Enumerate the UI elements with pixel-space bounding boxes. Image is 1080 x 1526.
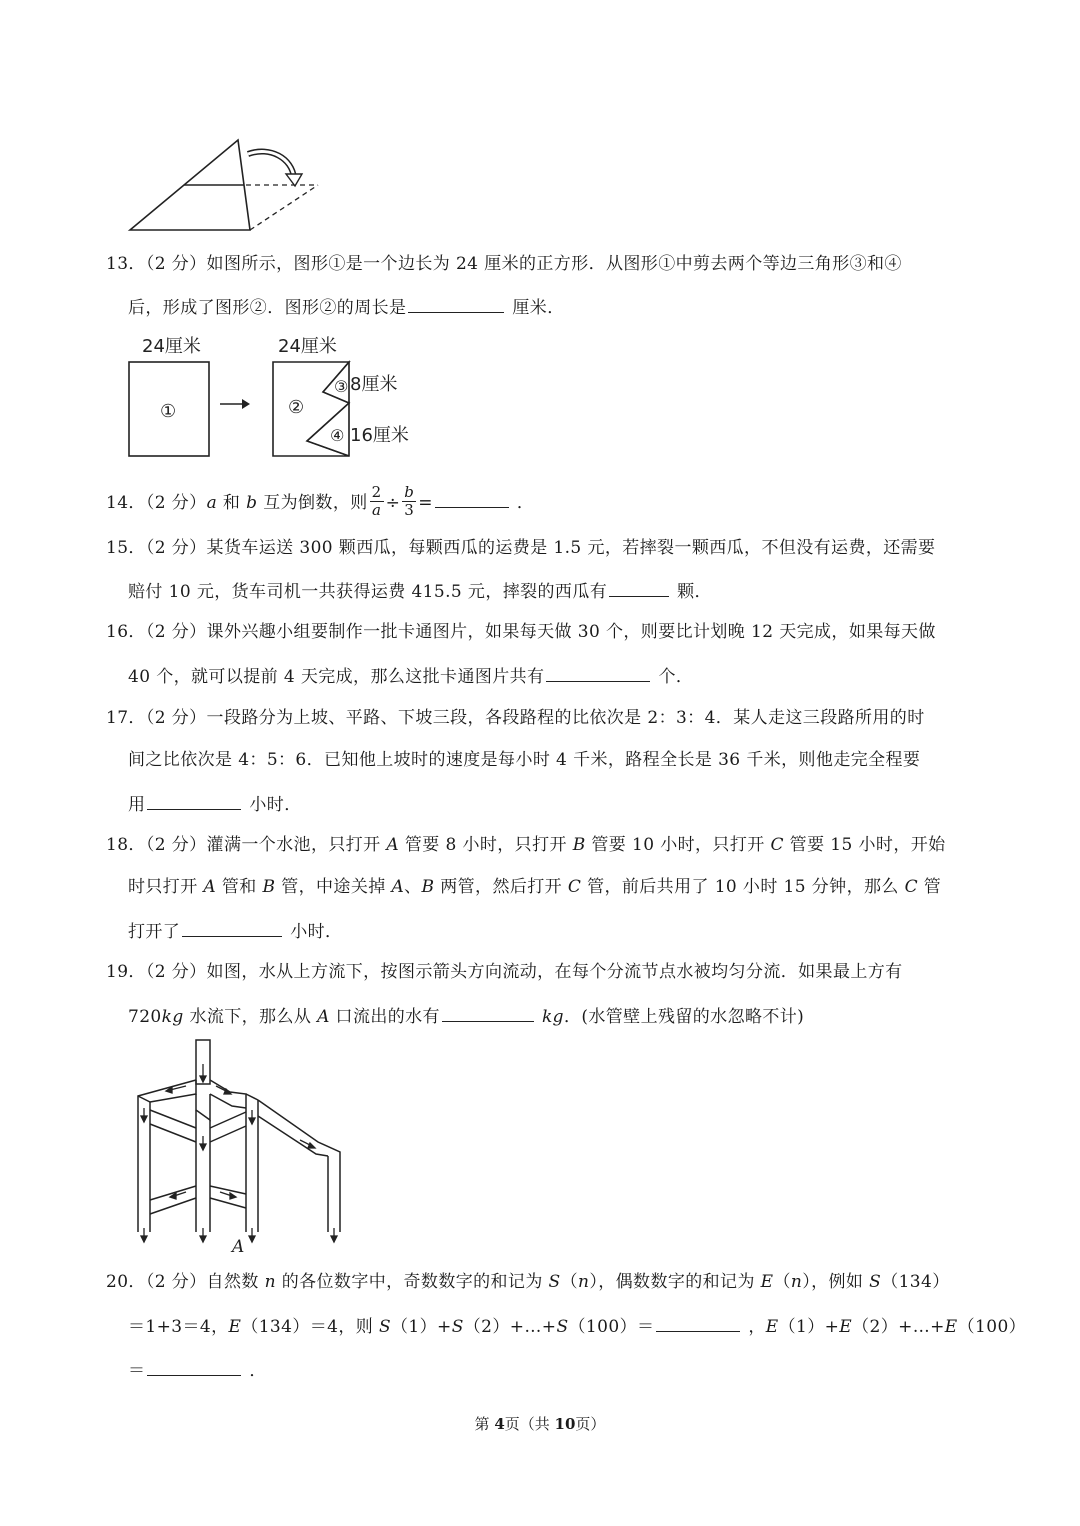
frac2-num: b bbox=[404, 483, 415, 501]
q20-t11: （2）+…+ bbox=[463, 1317, 557, 1337]
footer-b: 页（共 bbox=[504, 1415, 555, 1433]
q18-t9: 两管，然后打开 bbox=[434, 877, 568, 897]
q16-answer-blank[interactable] bbox=[546, 663, 650, 682]
q20-answer-blank-1[interactable] bbox=[656, 1313, 740, 1332]
q13-text-a: 后，形成了图形②．图形②的周长是 bbox=[128, 298, 407, 318]
q20-s3: S bbox=[378, 1317, 392, 1337]
q18-var-a: A bbox=[386, 835, 400, 855]
q14-answer-blank[interactable] bbox=[435, 489, 509, 508]
q16-text-a: 40 个，就可以提前 4 天完成，那么这批卡通图片共有 bbox=[128, 667, 545, 687]
q20-answer-blank-2[interactable] bbox=[147, 1357, 241, 1376]
q18-t10: 管，前后共用了 10 小时 15 分钟，那么 bbox=[581, 877, 905, 897]
q13-circle-4: ④ bbox=[330, 426, 345, 445]
q18-line3 bbox=[128, 918, 342, 944]
q18-t4: 管要 15 小时，开始 bbox=[783, 835, 946, 855]
q14-fraction-1 bbox=[370, 484, 384, 519]
q20-t8: ＝1+3＝4， bbox=[128, 1317, 229, 1337]
q13-line1: 13．（2 分）如图所示，图形①是一个边长为 24 厘米的正方形．从图形①中剪去两个等边三角形③和④ bbox=[106, 254, 902, 274]
frac2-den: 3 bbox=[404, 501, 415, 519]
q15-line1: 15．（2 分）某货车运送 300 颗西瓜，每颗西瓜的运费是 1.5 元，若摔裂一颗西瓜，不但没有运费，还需要 bbox=[106, 538, 936, 558]
q19-fig-label-a: A bbox=[232, 1237, 245, 1257]
q20-line3 bbox=[128, 1357, 267, 1383]
q18-var-c2: C bbox=[567, 877, 582, 897]
q18-t7: 管，中途关掉 bbox=[275, 877, 392, 897]
q20-line1 bbox=[106, 1270, 950, 1294]
q19-720: 720 bbox=[128, 1007, 162, 1027]
q18-var-c: C bbox=[770, 835, 784, 855]
arrow-head-icon bbox=[242, 399, 250, 409]
q18-line2 bbox=[128, 875, 941, 899]
q18-t5: 时只打开 bbox=[128, 877, 204, 897]
q20-t17: ＝ bbox=[128, 1361, 146, 1381]
q19-kg: kg bbox=[161, 1007, 184, 1027]
q20-e: E bbox=[760, 1272, 774, 1292]
q20-t9: （134）＝4，则 bbox=[241, 1317, 379, 1337]
q20-t13: ， bbox=[748, 1317, 766, 1337]
q17-text-b: 小时． bbox=[249, 795, 302, 815]
q18-t1: 18．（2 分）灌满一个水池，只打开 bbox=[106, 835, 387, 855]
q20-e2: E bbox=[228, 1317, 242, 1337]
q16-line1: 16．（2 分）课外兴趣小组要制作一批卡通图片，如果每天做 30 个，则要比计划晚 12 天完成，如果每天做 bbox=[106, 622, 936, 642]
q18-line1 bbox=[106, 833, 946, 857]
total-pages: 10 bbox=[554, 1415, 576, 1433]
q18-var-c3: C bbox=[904, 877, 918, 897]
q20-line2 bbox=[128, 1313, 1026, 1339]
q19-t3: 口流出的水有 bbox=[329, 1007, 440, 1027]
q13-label-8: 8厘米 bbox=[350, 374, 398, 395]
q14-suffix: 互为倒数，则 bbox=[257, 493, 368, 513]
q14-prefix: 14．（2 分） bbox=[106, 493, 207, 513]
page-footer bbox=[0, 1413, 1080, 1434]
q18-t11: 管 bbox=[918, 877, 942, 897]
q15-text-a: 赔付 10 元，货车司机一共获得运费 415.5 元，摔裂的西瓜有 bbox=[128, 582, 608, 602]
q20-t1: 20．（2 分）自然数 bbox=[106, 1272, 265, 1292]
q20-n3: n bbox=[790, 1272, 803, 1292]
q20-t10: （1）+ bbox=[391, 1317, 452, 1337]
q20-e5: E bbox=[944, 1317, 958, 1337]
q14-var-a: a bbox=[206, 493, 218, 513]
q15-answer-blank[interactable] bbox=[609, 578, 669, 597]
q19-answer-blank[interactable] bbox=[442, 1003, 534, 1022]
q17-answer-blank[interactable] bbox=[147, 791, 241, 810]
q20-e4: E bbox=[839, 1317, 853, 1337]
frac1-num: 2 bbox=[371, 483, 382, 501]
q18-var-b2: B bbox=[262, 877, 276, 897]
q17-line3 bbox=[128, 791, 302, 817]
q15-line2 bbox=[128, 578, 712, 604]
footer-a: 第 bbox=[474, 1415, 495, 1433]
q20-n: n bbox=[264, 1272, 276, 1292]
q14-var-b: b bbox=[246, 493, 258, 513]
q20-t18: ． bbox=[249, 1361, 267, 1381]
q19-line2 bbox=[128, 1003, 804, 1029]
q13-label-16: 16厘米 bbox=[350, 425, 409, 446]
q15-text-b: 颗． bbox=[677, 582, 712, 602]
q14-fraction-2 bbox=[402, 484, 416, 519]
q20-s: S bbox=[548, 1272, 561, 1292]
q13-circle-1: ① bbox=[160, 401, 177, 422]
q18-var-b: B bbox=[572, 835, 586, 855]
q13-label-right-24: 24厘米 bbox=[278, 336, 337, 357]
footer-c: 页） bbox=[575, 1415, 606, 1433]
q18-t8: 、 bbox=[404, 877, 422, 897]
q18-var-a2: A bbox=[203, 877, 217, 897]
q19-t4: ．(水管壁上残留的水忽略不计) bbox=[563, 1007, 805, 1027]
q20-n2: n bbox=[577, 1272, 590, 1292]
q20-t12: （100）＝ bbox=[568, 1317, 655, 1337]
q13-figure bbox=[120, 330, 450, 462]
q13-circle-3: ③ bbox=[334, 377, 349, 396]
page-number: 4 bbox=[494, 1415, 505, 1433]
q16-text-b: 个． bbox=[658, 667, 694, 687]
q19-line1: 19．（2 分）如图，水从上方流下，按图示箭头方向流动，在每个分流节点水被均匀分流．如果最上方有 bbox=[106, 962, 903, 982]
q18-var-a3: A bbox=[391, 877, 405, 897]
q17-line1: 17．（2 分）一段路分为上坡、平路、下坡三段，各段路程的比依次是 2：3：4．某人走这三段路所用的时 bbox=[106, 708, 925, 728]
q19-kg2: kg bbox=[541, 1007, 564, 1027]
q18-answer-blank[interactable] bbox=[182, 918, 282, 937]
q20-t14: （1）+ bbox=[778, 1317, 840, 1337]
q13-label-left-24: 24厘米 bbox=[142, 336, 201, 357]
q20-s2: S bbox=[869, 1272, 882, 1292]
q20-t16: （100） bbox=[957, 1317, 1027, 1337]
q14-mid: 和 bbox=[217, 493, 247, 513]
q20-t4: ），偶数数字的和记为 bbox=[589, 1272, 761, 1292]
q14-line bbox=[106, 483, 535, 521]
q18-t3: 管要 10 小时，只打开 bbox=[585, 835, 771, 855]
q20-t7: （134） bbox=[881, 1272, 950, 1292]
q14-div: ÷ bbox=[385, 493, 401, 513]
q13-line2 bbox=[128, 294, 565, 320]
q20-t2: 的各位数字中，奇数数字的和记为 bbox=[275, 1272, 549, 1292]
q17-line2: 间之比依次是 4：5：6．已知他上坡时的速度是每小时 4 千米，路程全长是 36 千米，则他走完全程要 bbox=[128, 750, 921, 770]
q18-t6: 管和 bbox=[216, 877, 263, 897]
pipe-flow-figure bbox=[120, 1036, 360, 1258]
q18-var-b3: B bbox=[421, 877, 435, 897]
q18-t2: 管要 8 小时，只打开 bbox=[399, 835, 573, 855]
q20-t5: （ bbox=[773, 1272, 791, 1292]
q14-eq: = bbox=[418, 493, 433, 513]
q13-text-b: 厘米． bbox=[512, 298, 565, 318]
triangle-fold-figure bbox=[120, 128, 330, 238]
q13-circle-2: ② bbox=[288, 397, 305, 418]
q20-e3: E bbox=[765, 1317, 779, 1337]
q20-t15: （2）+…+ bbox=[852, 1317, 945, 1337]
q19-var-a: A bbox=[317, 1007, 330, 1027]
q20-s5: S bbox=[556, 1317, 569, 1337]
q13-answer-blank[interactable] bbox=[408, 294, 504, 313]
q20-s4: S bbox=[451, 1317, 464, 1337]
q19-t2: 水流下，那么从 bbox=[183, 1007, 318, 1027]
q18-t13: 小时． bbox=[290, 922, 343, 942]
q14-end: ． bbox=[516, 493, 535, 513]
q16-line2 bbox=[128, 663, 693, 689]
frac1-den: a bbox=[371, 501, 382, 519]
q17-text-a: 用 bbox=[128, 795, 146, 815]
q20-t6: ），例如 bbox=[802, 1272, 870, 1292]
q20-t3: （ bbox=[560, 1272, 578, 1292]
q18-t12: 打开了 bbox=[128, 922, 181, 942]
